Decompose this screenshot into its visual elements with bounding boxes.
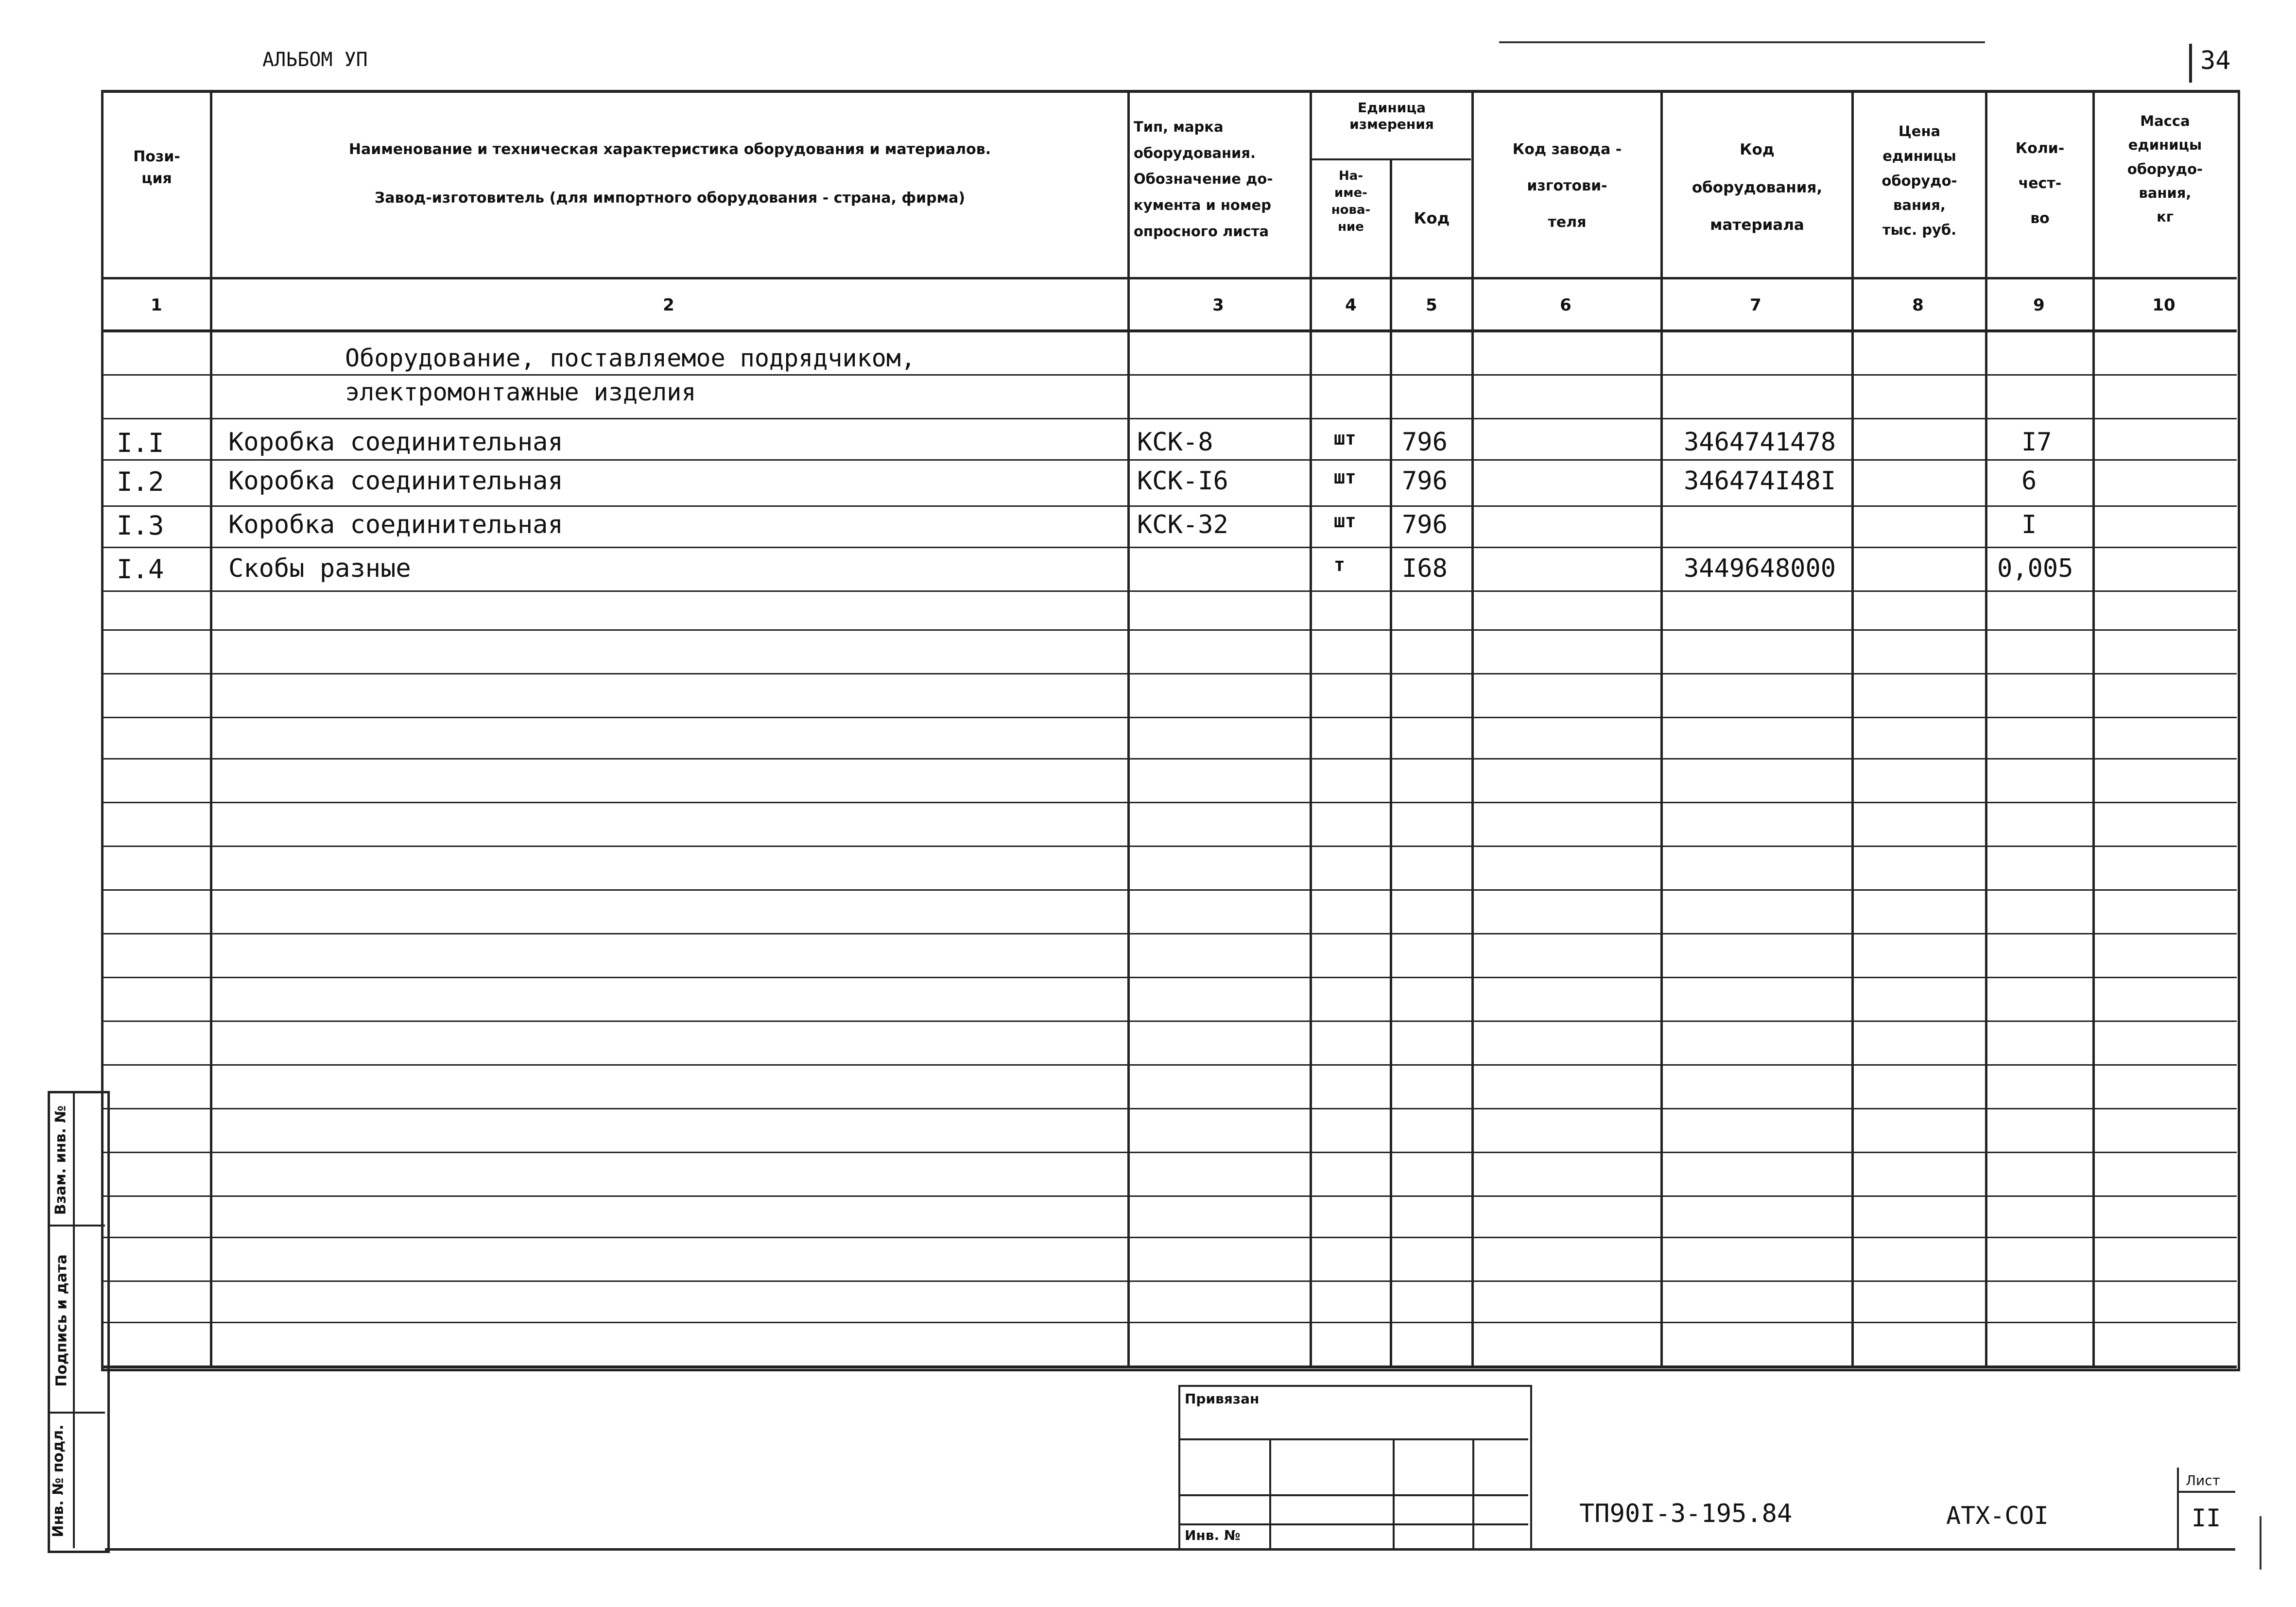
side-inv-podl: Инв. № подл.: [50, 1424, 67, 1538]
document-code: ТП90I-3-195.84: [1579, 1499, 1793, 1528]
header-name-line2: Завод-изготовитель (для импортного оборудования - страна, фирма): [374, 190, 966, 207]
row-unit-code: 796: [1402, 467, 1448, 496]
privyazan-vline-2: [1393, 1438, 1395, 1548]
row-position: I.3: [117, 510, 164, 541]
column-number: 7: [1750, 295, 1761, 315]
row-line: [104, 629, 2237, 631]
section-title-line1: Оборудование, поставляемое подрядчиком,: [345, 344, 915, 372]
privyazan-vline-3: [1472, 1438, 1474, 1548]
column-number: 3: [1212, 295, 1224, 315]
col-divider-7: [1851, 90, 1854, 1366]
sheet-number: II: [2192, 1504, 2221, 1532]
table-frame: [101, 90, 2240, 1371]
row-line: [104, 418, 2237, 419]
header-type: Тип, марка оборудования. Обозначение до- кумента и номер опросного листа: [1134, 119, 1273, 240]
row-line: [104, 673, 2237, 674]
col-divider-3: [1310, 90, 1312, 1366]
row-line: [104, 1237, 2237, 1238]
header-mass: Масса единицы оборудо- вания, кг: [2127, 113, 2203, 225]
privyazan-line-2: [1178, 1494, 1528, 1496]
row-line: [104, 1064, 2237, 1066]
header-unit-code: Код: [1414, 209, 1450, 227]
row-line: [104, 1195, 2237, 1197]
document-mark: АТХ-СОI: [1946, 1502, 2049, 1530]
column-number: 1: [151, 295, 162, 315]
row-name: Коробка соединительная: [228, 428, 563, 457]
row-line: [104, 977, 2237, 978]
row-unit-code: 796: [1402, 428, 1448, 457]
album-label: АЛЬБОМ УП: [262, 49, 368, 71]
row-quantity: I7: [2021, 428, 2052, 457]
row-line: [104, 1322, 2237, 1323]
header-quantity: Коли- чест- во: [2015, 140, 2065, 227]
row-equipment-code: 3449648000: [1684, 554, 1836, 583]
page-number-frame: [2189, 44, 2192, 83]
privyazan-line-1: [1178, 1438, 1528, 1440]
row-line: [104, 459, 2237, 461]
side-stamp-inner-line: [73, 1091, 75, 1548]
row-type: КСК-8: [1137, 428, 1213, 457]
row-line: [104, 1020, 2237, 1022]
row-line: [104, 590, 2237, 592]
row-unit-code: 796: [1402, 510, 1448, 539]
header-price: Цена единицы оборудо- вания, тыс. руб.: [1882, 123, 1957, 238]
column-number: 5: [1426, 295, 1437, 315]
col-divider-2: [1127, 90, 1130, 1366]
row-name: Коробка соединительная: [228, 510, 563, 539]
header-factory-code: Код завода - изготови- теля: [1512, 141, 1622, 231]
bottom-frame-line: [105, 1548, 2235, 1551]
section-title-line2: электромонтажные изделия: [345, 378, 696, 406]
row-quantity: I: [2021, 510, 2037, 539]
colnum-bottom-line: [104, 329, 2237, 332]
row-line: [104, 846, 2237, 847]
row-line: [104, 802, 2237, 803]
right-margin-tick: [2260, 1516, 2261, 1570]
col-divider-8: [1985, 90, 1987, 1366]
row-position: I.I: [117, 428, 164, 458]
header-bottom-line: [104, 277, 2237, 279]
header-unit-name: На- име- нова- ние: [1331, 169, 1371, 235]
row-unit-name: т: [1334, 554, 1345, 575]
row-line: [104, 758, 2237, 760]
row-unit-code: I68: [1402, 554, 1448, 583]
col-divider-6: [1660, 90, 1663, 1366]
row-name: Коробка соединительная: [228, 467, 563, 496]
row-position: I.2: [117, 467, 164, 497]
inv-no-label: Инв. №: [1185, 1527, 1241, 1543]
row-name: Скобы разные: [228, 554, 411, 583]
column-number: 8: [1912, 295, 1924, 315]
row-equipment-code: 346474I48I: [1684, 467, 1836, 496]
row-line: [104, 933, 2237, 934]
col-divider-5: [1471, 90, 1474, 1366]
row-position: I.4: [117, 554, 164, 585]
header-name-line1: Наименование и техническая характеристика оборудования и материалов.: [348, 141, 991, 158]
page-number: 34: [2200, 46, 2231, 75]
col-divider-9: [2092, 90, 2095, 1366]
col-divider-4: [1390, 158, 1392, 1366]
column-number: 6: [1560, 295, 1571, 315]
privyazan-line-3: [1178, 1523, 1528, 1525]
header-position: Пози- ция: [133, 148, 180, 187]
side-sign-date: Подпись и дата: [53, 1254, 70, 1387]
row-equipment-code: 3464741478: [1684, 428, 1836, 457]
row-line: [104, 889, 2237, 891]
row-line: [104, 505, 2237, 507]
col-divider-1: [210, 90, 212, 1366]
row-line: [104, 1108, 2237, 1109]
row-line: [104, 547, 2237, 548]
privyazan-vline-1: [1269, 1438, 1271, 1548]
header-unit-group: Единица измерения: [1349, 100, 1434, 132]
row-line: [104, 1365, 2237, 1368]
row-line: [104, 1280, 2237, 1282]
row-unit-name: шт: [1334, 467, 1356, 488]
row-quantity: 0,005: [1997, 554, 2073, 583]
row-line: [104, 374, 2237, 376]
column-number: 2: [663, 295, 674, 315]
row-type: КСК-I6: [1137, 467, 1228, 496]
privyazan-label: Привязан: [1185, 1391, 1260, 1407]
row-line: [104, 1152, 2237, 1153]
side-inv-orig: Взам. инв. №: [52, 1105, 69, 1215]
sheet-box-line: [2177, 1491, 2235, 1493]
sheet-label: Лист: [2186, 1472, 2220, 1488]
row-line: [104, 717, 2237, 718]
row-unit-name: шт: [1334, 510, 1356, 532]
row-type: КСК-32: [1137, 510, 1228, 539]
row-unit-name: шт: [1334, 428, 1356, 449]
column-number: 9: [2033, 295, 2045, 315]
privyazan-box: [1178, 1385, 1532, 1551]
header-equipment-code: Код оборудования, материала: [1692, 141, 1823, 234]
column-number: 4: [1345, 295, 1357, 315]
column-number: 10: [2152, 295, 2175, 315]
row-quantity: 6: [2021, 467, 2037, 496]
top-rule: [1499, 41, 1985, 43]
